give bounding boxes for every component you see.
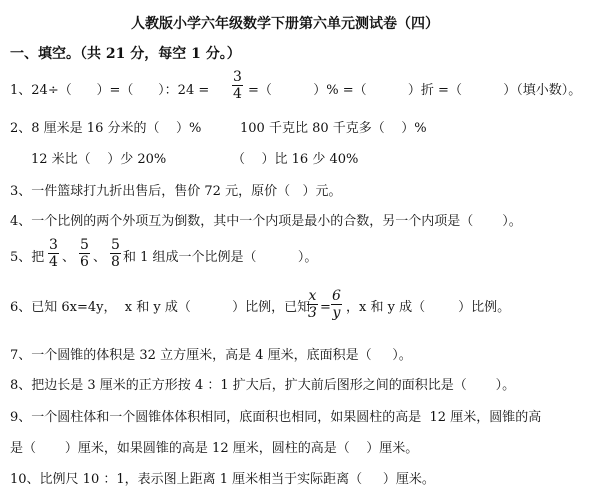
question-5-prefix: 5、把 [10,250,45,265]
fraction-numerator: 3 [49,237,58,253]
question-5-separator-2: 、 [93,250,107,265]
question-6-suffix: ，x 和 y 成（ ）比例。 [346,300,511,315]
fraction-numerator: 3 [233,69,242,85]
fraction-denominator: 8 [111,254,120,270]
fraction-numerator: x [308,288,317,304]
question-6-equals: = [320,300,331,315]
fraction-numerator: 5 [111,237,120,253]
section-heading: 一、填空。（共 21 分，每空 1 分。） [10,46,241,62]
fraction-numerator: 5 [80,237,89,253]
question-8: 8、把边长是 3 厘米的正方形按 4 ：1 扩大后，扩大前后图形之间的面积比是（ ）。 [10,378,516,393]
question-5-fraction-3 [110,238,121,269]
question-2-part-a: 2、8 厘米是 16 分米的（ ）% [10,121,202,136]
question-1-part-a: 1、24÷（ ）=（ ）：24 = [10,83,210,98]
question-6-fraction-2 [331,289,342,320]
question-2-part-c: 12 米比（ ）少 20% [31,152,167,167]
page-title: 人教版小学六年级数学下册第六单元测试卷（四） [131,16,439,32]
question-4: 4、一个比例的两个外项互为倒数，其中一个内项是最小的合数，另一个内项是（ ）。 [10,214,522,229]
question-5-fraction-1 [48,238,59,269]
question-5-suffix: 和 1 组成一个比例是（ ）。 [123,250,318,265]
question-7: 7、一个圆锥的体积是 32 立方厘米，高是 4 厘米，底面积是（ ）。 [10,348,412,363]
question-2-part-b: 100 千克比 80 千克多（ ）% [240,121,427,136]
fraction-denominator: 3 [308,305,317,321]
question-10: 10、比例尺 10 ：1，表示图上距离 1 厘米相当于实际距离（ ）厘米。 [10,472,435,487]
question-5-separator-1: 、 [62,250,76,265]
question-6-fraction-1 [307,289,318,320]
question-9-line-1: 9、一个圆柱体和一个圆锥体体积相同，底面积也相同，如果圆柱的高是 12 厘米，圆锥的高 [10,410,542,425]
question-6-prefix: 6、已知 6x=4y， x 和 y 成（ ）比例，已知 [10,300,311,315]
fraction-denominator: 4 [233,86,242,102]
question-1-part-b: =（ ）% =（ ）折 =（ ）（填小数）。 [248,83,582,98]
question-2-part-d: （ ）比 16 少 40% [232,152,359,167]
fraction-numerator: 6 [332,288,341,304]
fraction-denominator: 6 [80,254,89,270]
question-9-line-2: 是（ ）厘米，如果圆锥的高是 12 厘米，圆柱的高是（ ）厘米。 [10,441,419,456]
fraction-denominator: 4 [49,254,58,270]
question-1-fraction [232,70,243,101]
question-5-fraction-2 [79,238,90,269]
question-3: 3、一件篮球打九折出售后，售价 72 元，原价（ ）元。 [10,184,342,199]
fraction-denominator: y [332,305,341,321]
